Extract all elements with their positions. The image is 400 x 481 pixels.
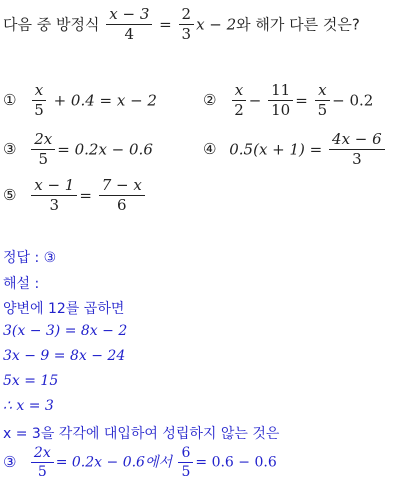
solution-final-rest: = 0.6 − 0.6 (195, 454, 277, 471)
fraction-denominator: 5 (317, 101, 328, 120)
question-rhs-fraction (179, 6, 195, 44)
minus-sign: − (248, 91, 262, 110)
option-fraction (231, 82, 247, 120)
option-fraction (268, 82, 293, 120)
option-fraction (31, 82, 47, 120)
solution-line: 5x = 15 (3, 373, 59, 389)
option-fraction (31, 177, 77, 215)
fraction-denominator: 3 (181, 25, 192, 44)
fraction-denominator: 5 (37, 464, 47, 481)
solution-substitute-text: x = 3을 각각에 대입하여 성립하지 않는 것은 (3, 426, 280, 442)
option-marker: ④ (203, 140, 217, 159)
option-4[interactable] (203, 131, 387, 169)
equals-sign: = (295, 91, 308, 110)
option-2[interactable] (203, 82, 373, 120)
option-fraction (329, 131, 385, 169)
fraction-denominator: 3 (49, 196, 60, 215)
fraction-numerator: 4x − 6 (329, 131, 385, 150)
fraction-denominator: 3 (352, 150, 362, 169)
option-marker: ① (3, 91, 17, 110)
fraction-numerator: x (32, 82, 46, 101)
fraction-denominator: 6 (116, 196, 127, 215)
solution-fraction (31, 445, 54, 480)
option-fraction (99, 177, 145, 215)
option-1[interactable] (3, 82, 157, 120)
option-fraction (31, 131, 55, 169)
fraction-numerator: x − 3 (106, 6, 152, 25)
solution-final-line (3, 445, 277, 480)
option-expression: 0.5(x + 1) = (229, 140, 323, 159)
equals-sign: = (159, 15, 172, 34)
fraction-numerator: 2x (31, 131, 55, 150)
answer-label: 정답 : ③ (3, 250, 57, 266)
option-marker: ③ (3, 140, 17, 159)
fraction-numerator: x (315, 82, 329, 101)
fraction-numerator: 2 (179, 6, 195, 25)
question-prefix: 다음 중 방정식 (3, 15, 100, 34)
option-expression: + 0.4 = x − 2 (53, 91, 157, 110)
question-lhs-fraction (106, 6, 152, 44)
solution-final-mid: = 0.2x − 0.6에서 (55, 454, 173, 471)
option-expression: − 0.2 (332, 91, 374, 110)
question (3, 6, 360, 44)
option-fraction (315, 82, 331, 120)
fraction-numerator: x − 1 (31, 177, 77, 196)
fraction-numerator: 7 − x (99, 177, 145, 196)
fraction-numerator: x (232, 82, 246, 101)
solution-line: ∴ x = 3 (3, 398, 54, 414)
equals-sign: = (79, 186, 92, 205)
solution-line: 3(x − 3) = 8x − 2 (3, 323, 128, 339)
question-rhs-rest: x − 2 (196, 15, 237, 34)
fraction-denominator: 5 (38, 150, 49, 169)
fraction-denominator: 2 (234, 101, 244, 120)
option-5[interactable] (3, 177, 147, 215)
solution-fraction (178, 445, 193, 480)
option-marker: ② (203, 91, 217, 110)
option-expression: = 0.2x − 0.6 (57, 140, 153, 159)
fraction-denominator: 5 (34, 101, 44, 120)
solution-step-intro: 양변에 12를 곱하면 (3, 301, 125, 317)
option-marker: ③ (3, 452, 17, 471)
fraction-denominator: 10 (271, 101, 291, 120)
explanation-label: 해설 : (3, 276, 40, 292)
option-marker: ⑤ (3, 186, 17, 205)
solution-line: 3x − 9 = 8x − 24 (3, 348, 126, 364)
option-3[interactable] (3, 131, 153, 169)
fraction-numerator: 6 (178, 445, 193, 463)
fraction-numerator: 2x (31, 445, 54, 463)
fraction-denominator: 4 (124, 25, 135, 44)
fraction-numerator: 11 (268, 82, 293, 101)
question-suffix: 와 해가 다른 것은? (236, 15, 360, 34)
fraction-denominator: 5 (181, 464, 191, 481)
